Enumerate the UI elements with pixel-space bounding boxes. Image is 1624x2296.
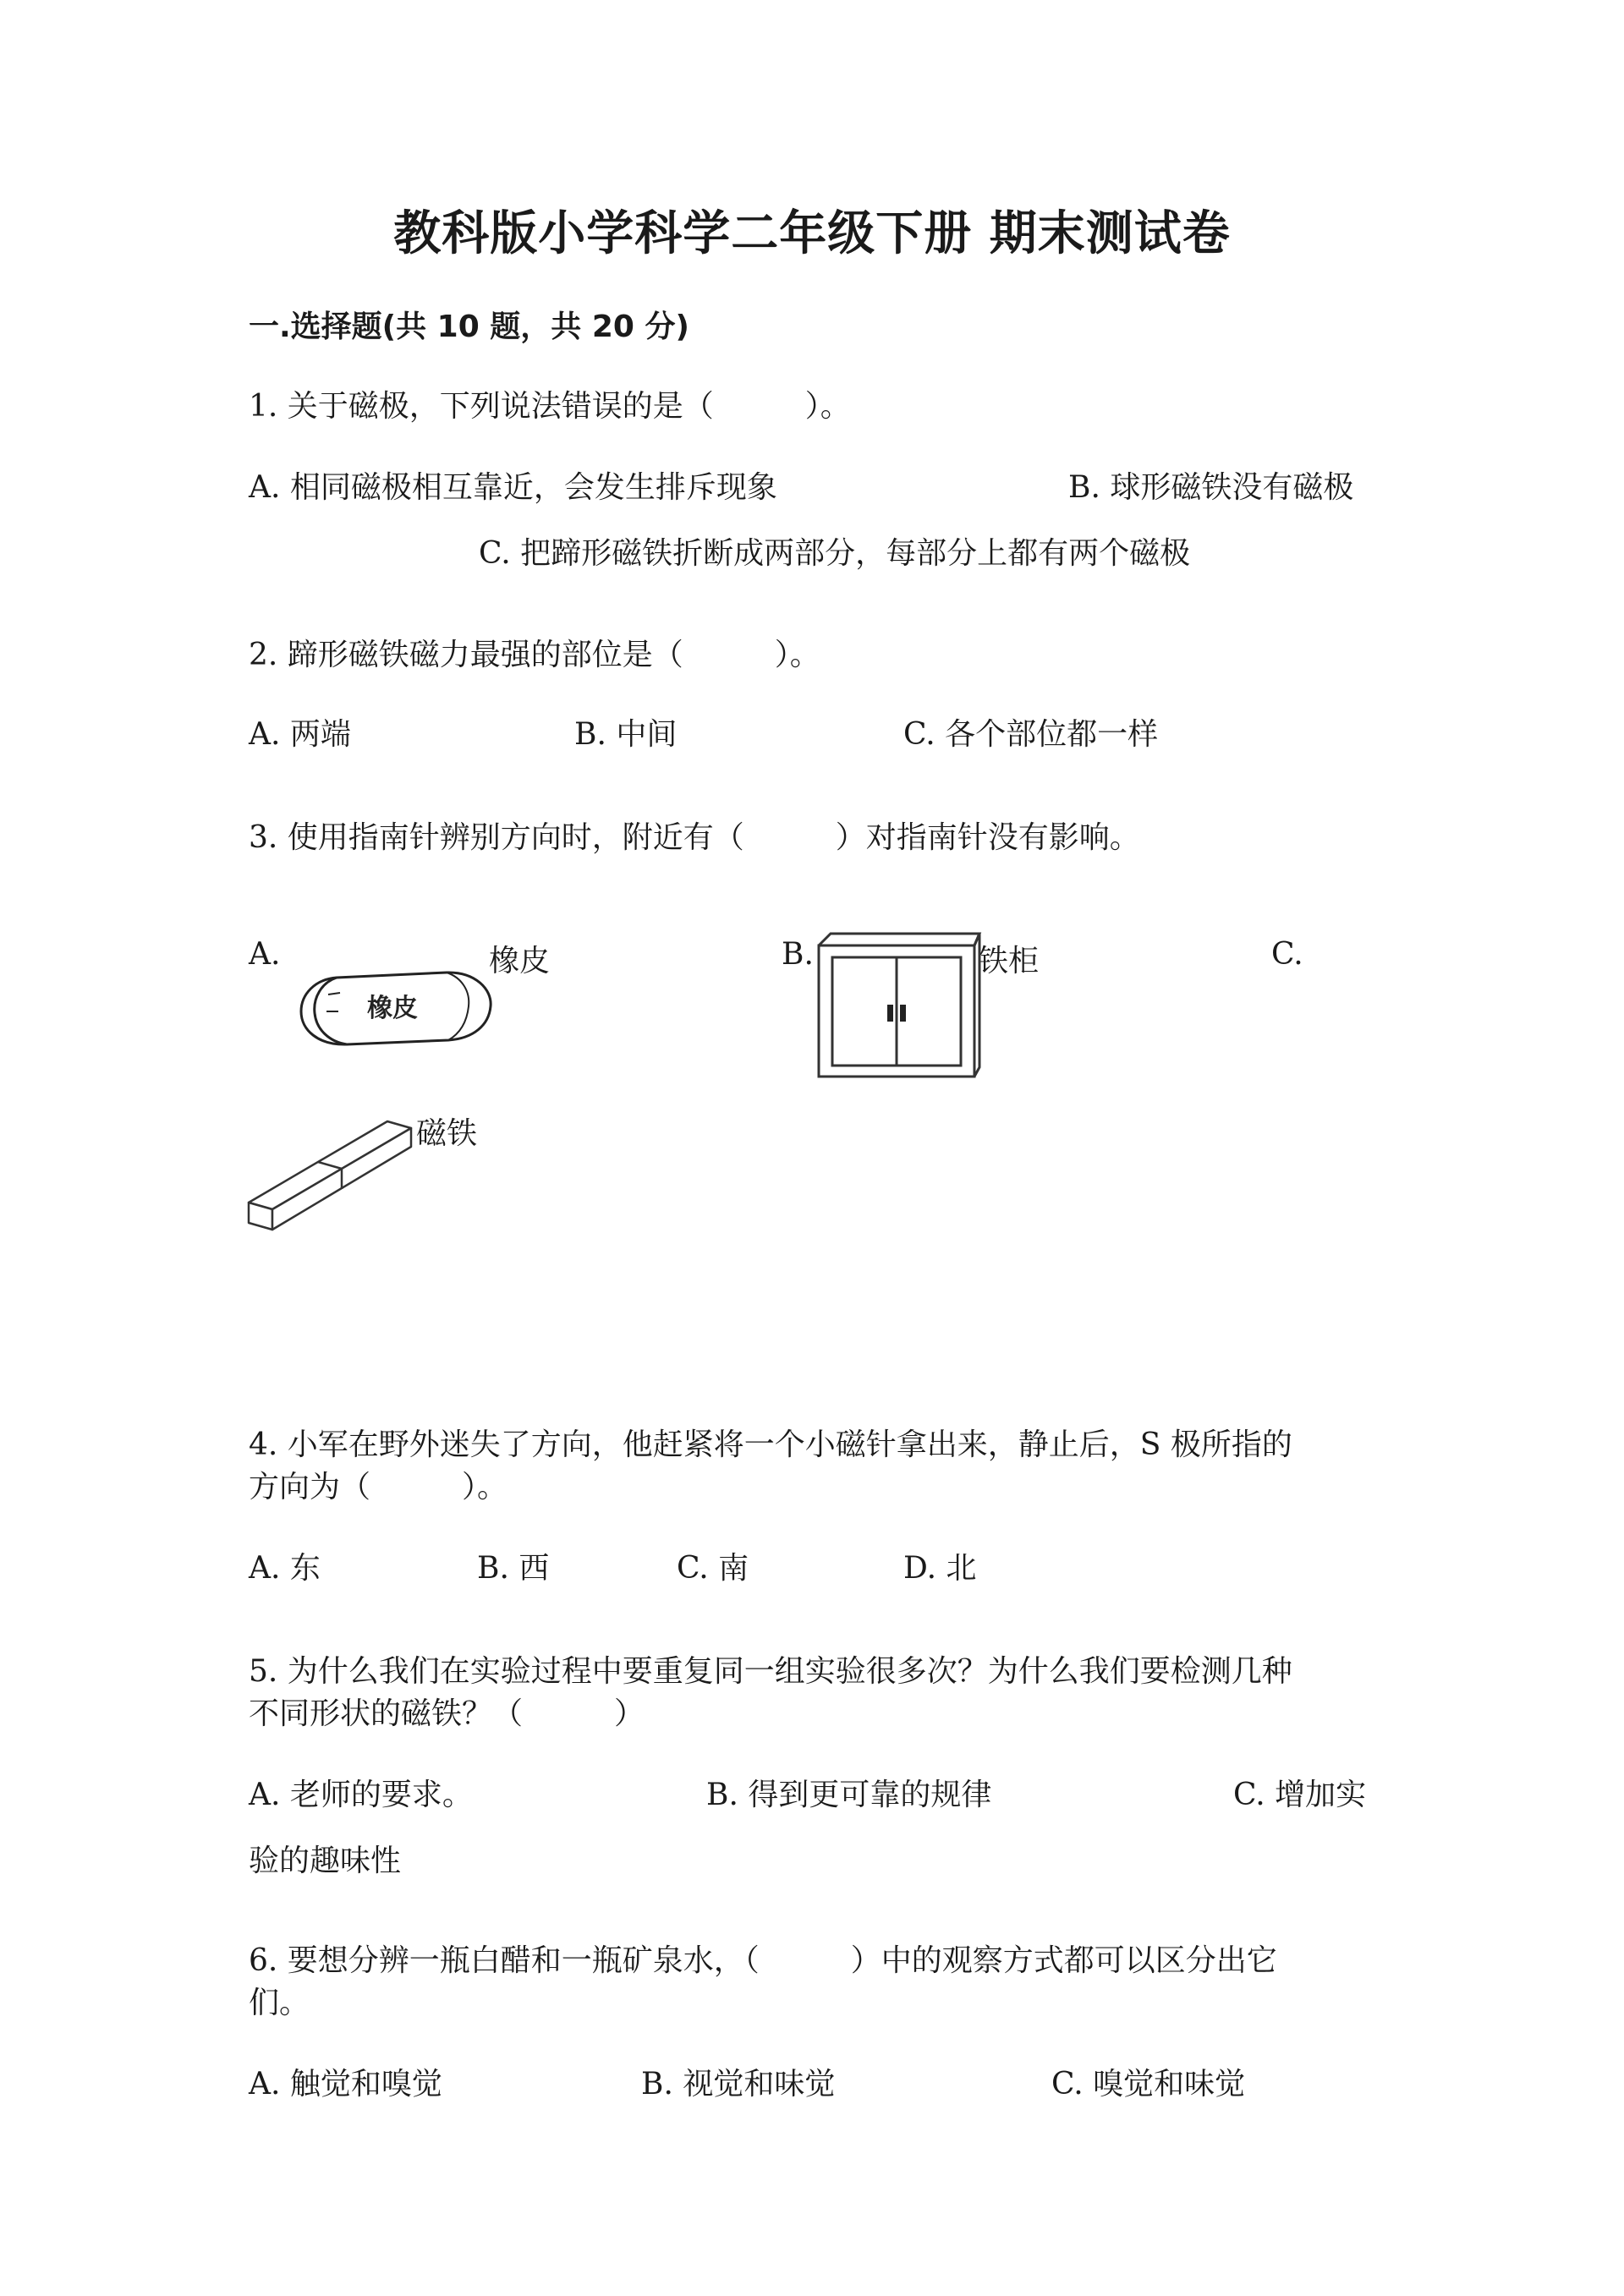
question-6-option-c[interactable]: C. 嗅觉和味觉 [1051,2067,1246,2101]
eraser-illustration [296,964,499,1053]
question-3-option-b[interactable]: B. [782,937,814,972]
question-4-stem-line-1: 4. 小军在野外迷失了方向，他赶紧将一个小磁针拿出来，静止后，S 极所指的 [249,1427,1292,1462]
question-2-stem: 2. 蹄形磁铁磁力最强的部位是（ ）。 [249,638,820,672]
question-6-stem-line-1: 6. 要想分辨一瓶白醋和一瓶矿泉水，（ ）中的观察方式都可以区分出它 [249,1943,1277,1978]
question-6-stem-line-2: 们。 [249,1986,310,2020]
question-1-option-a[interactable]: A. 相同磁极相互靠近，会发生排斥现象 [249,470,777,505]
question-1-option-b[interactable]: B. 球形磁铁没有磁极 [1068,470,1354,505]
question-4-option-c[interactable]: C. 南 [677,1551,749,1586]
bar-magnet-illustration [245,1116,414,1235]
eraser-label: 橡皮 [489,944,551,978]
question-5-stem-line-1: 5. 为什么我们在实验过程中要重复同一组实验很多次？为什么我们要检测几种 [249,1654,1292,1689]
question-5-option-b[interactable]: B. 得到更可靠的规律 [706,1778,992,1812]
question-5-option-c-continuation: 验的趣味性 [249,1844,402,1878]
cabinet-label: 铁柜 [978,944,1040,978]
question-1-option-c[interactable]: C. 把蹄形磁铁折断成两部分，每部分上都有两个磁极 [479,536,1191,571]
question-2-option-a[interactable]: A. 两端 [249,717,351,752]
question-4-stem-line-2: 方向为（ ）。 [249,1470,508,1504]
question-6-option-b[interactable]: B. 视觉和味觉 [641,2067,836,2101]
magnet-label: 磁铁 [416,1116,478,1151]
question-2-option-c[interactable]: C. 各个部位都一样 [903,717,1159,752]
question-1-stem: 1. 关于磁极，下列说法错误的是（ ）。 [249,389,851,424]
page-title: 教科版小学科学二年级下册 期末测试卷 [393,206,1231,261]
question-2-option-b[interactable]: B. 中间 [574,717,678,752]
question-5-option-a[interactable]: A. 老师的要求。 [249,1778,473,1812]
iron-cabinet-illustration [812,930,981,1078]
question-4-option-b[interactable]: B. 西 [477,1551,550,1586]
question-5-option-c[interactable]: C. 增加实 [1233,1778,1367,1812]
question-3-stem: 3. 使用指南针辨别方向时，附近有（ ）对指南针没有影响。 [249,820,1140,855]
question-5-stem-line-2: 不同形状的磁铁？（ ） [249,1696,645,1731]
question-3-option-a[interactable]: A. [249,937,281,972]
question-4-option-a[interactable]: A. 东 [249,1551,321,1586]
eraser-print-text: 橡皮 [367,994,418,1023]
question-6-option-a[interactable]: A. 触觉和嗅觉 [249,2067,442,2101]
question-4-option-d[interactable]: D. 北 [903,1551,977,1586]
question-3-option-c[interactable]: C. [1271,937,1303,972]
section-heading: 一.选择题(共 10 题，共 20 分) [249,310,689,344]
